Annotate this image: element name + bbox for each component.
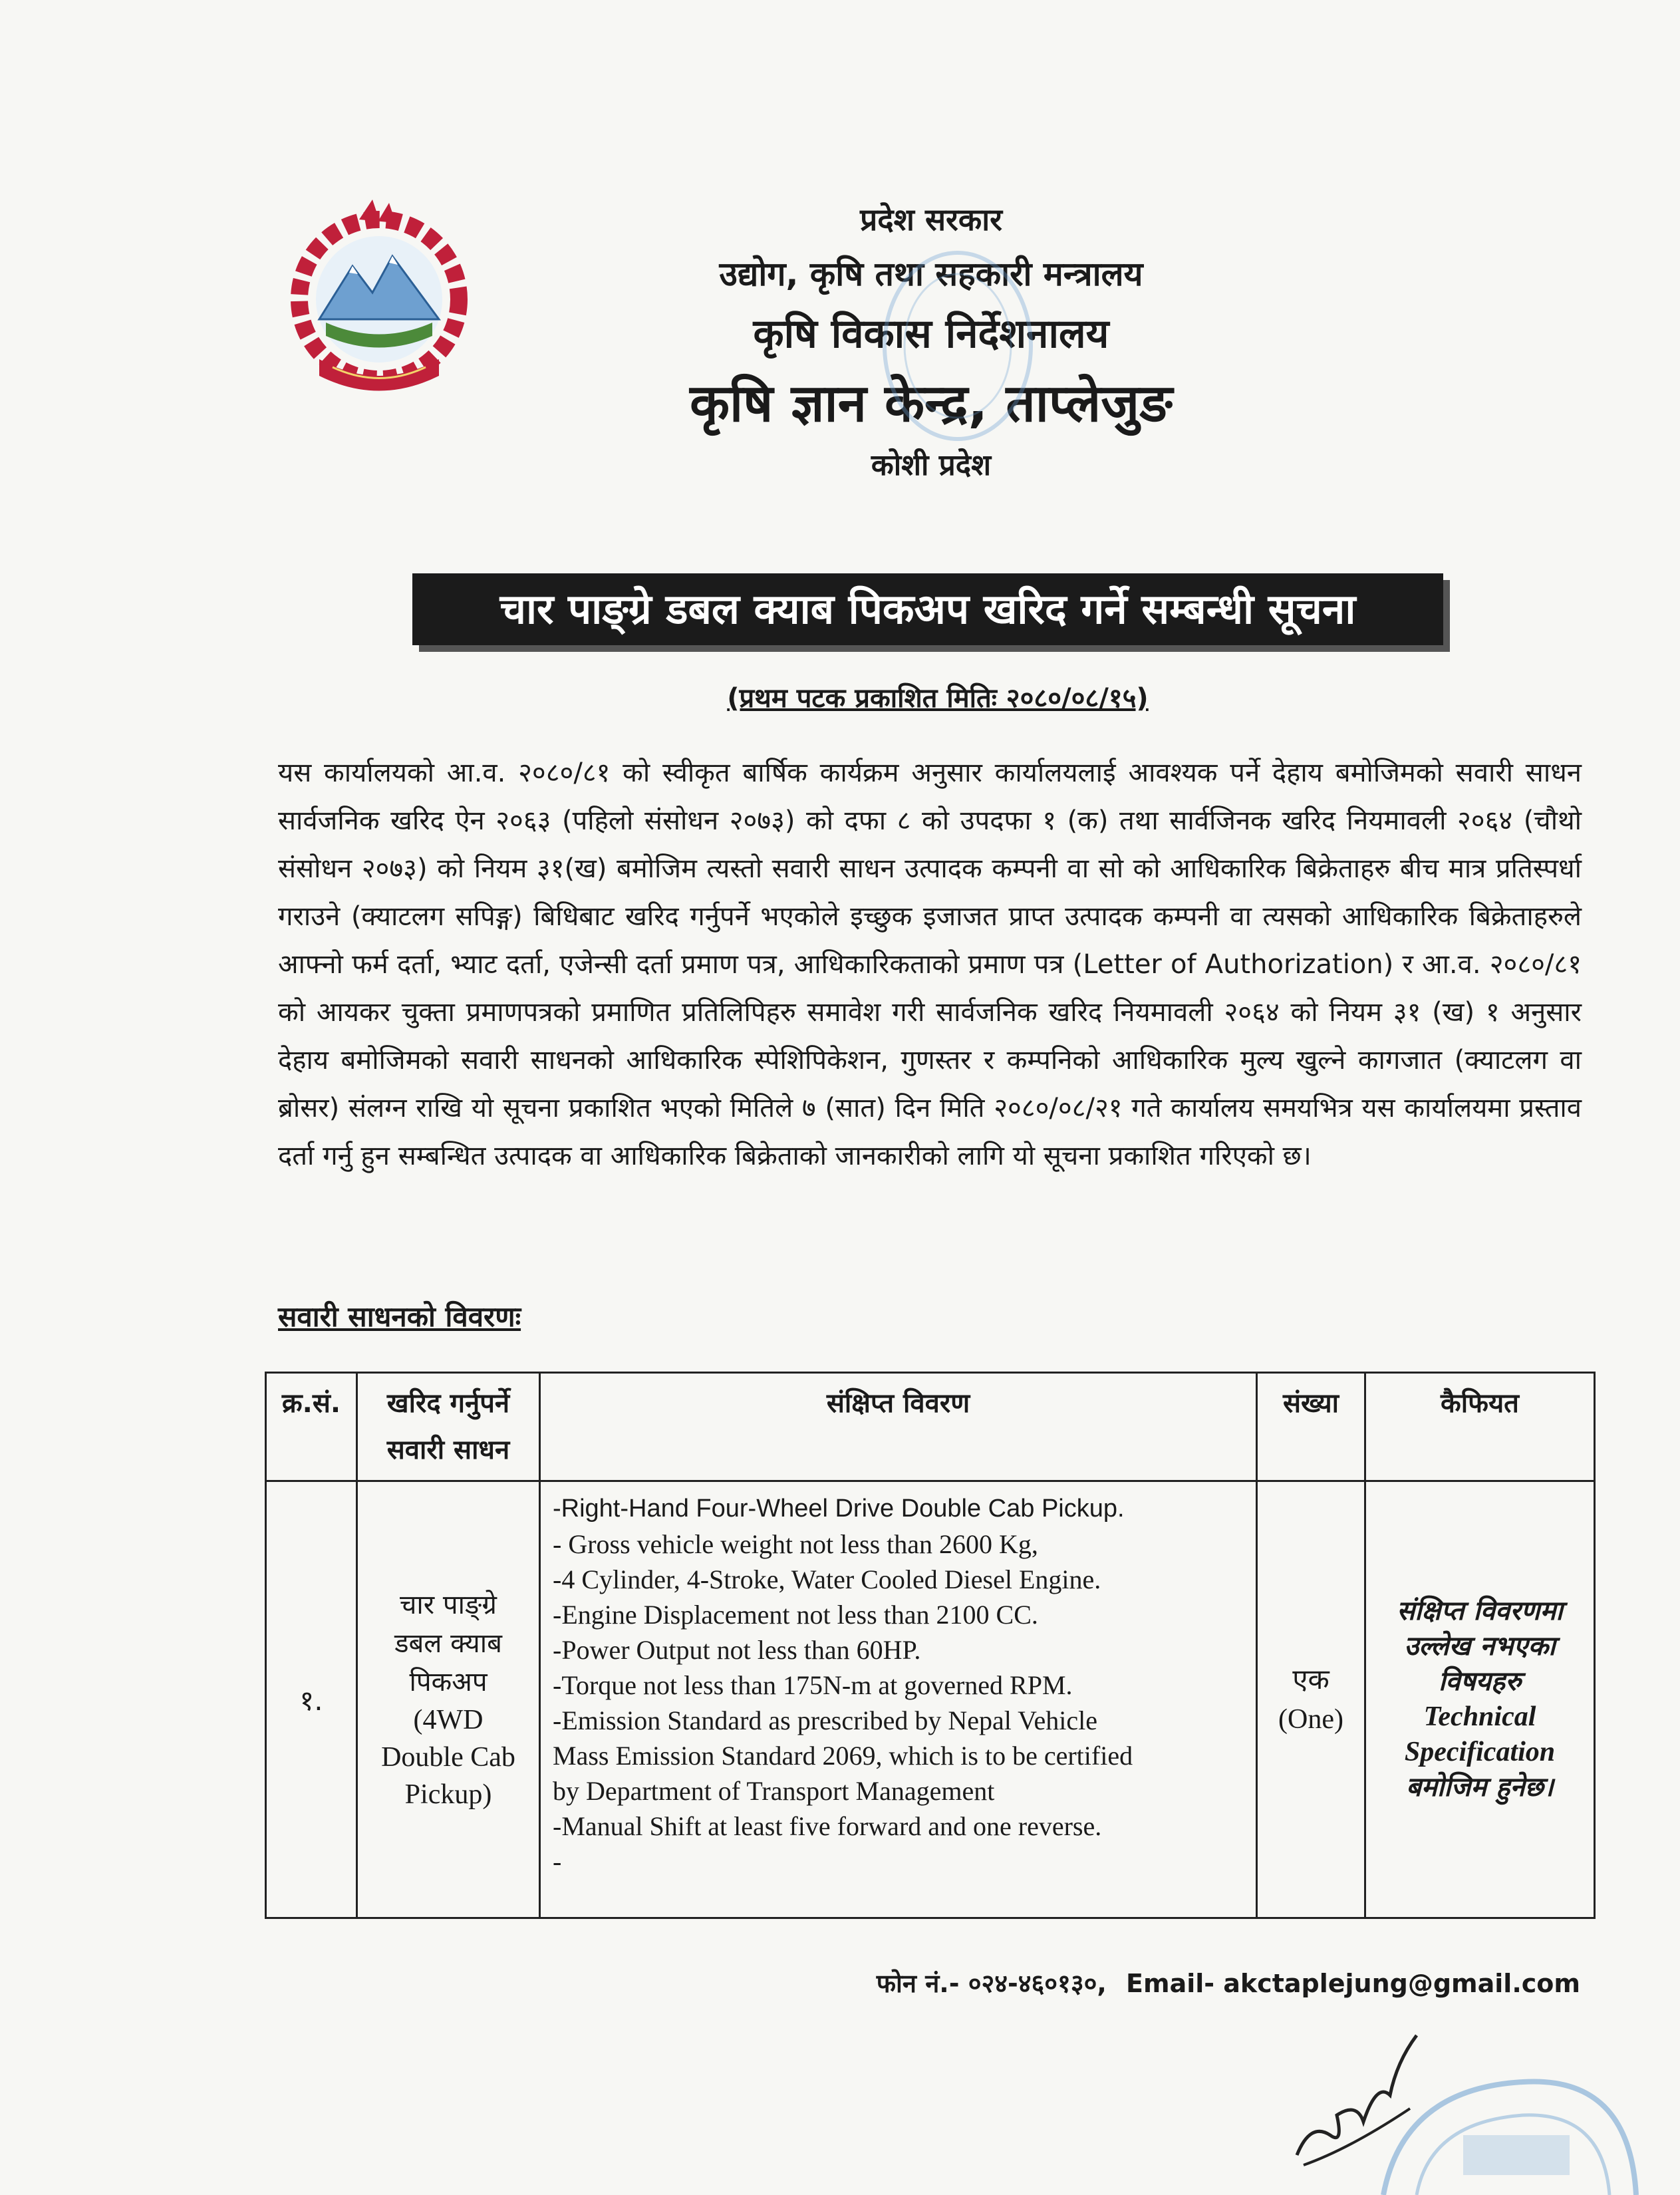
remarks-line: उल्लेख नभएका [1404,1631,1556,1662]
spec-line: by Department of Transport Management [553,1776,995,1806]
spec-line: -Right-Hand Four-Wheel Drive Double Cab Pickup. [553,1495,1125,1523]
office-stamp-icon [1363,2062,1643,2195]
government-line: प्रदेश सरकार [860,202,1002,237]
serial-cell: १. [266,1481,357,1918]
column-header-quantity: संख्या [1257,1373,1365,1481]
office-name: कृषि ज्ञान केन्द्र, ताप्लेजुङ [690,374,1173,434]
vehicle-name-line: चार पाङ्ग्रे [400,1590,497,1620]
column-header-serial: क्र.सं. [266,1373,357,1481]
spec-line: - Gross vehicle weight not less than 2600 Kg, [553,1529,1038,1559]
vehicle-details-heading: सवारी साधनको विवरणः [278,1300,521,1333]
remarks-line: Specification [1404,1737,1556,1767]
publication-date: (प्रथम पटक प्रकाशित मितिः २०८०/०८/१५) [727,683,1149,714]
table-row [266,1481,1595,1918]
vehicle-name-line: पिकअप [409,1667,488,1697]
column-header-description: संक्षिप्त विवरण [540,1373,1257,1481]
remarks-line: विषयहरु [1438,1666,1522,1697]
phone-number: फोन नं.- ०२४-४६०१३०, [876,1969,1107,1998]
vehicle-spec-table [265,1372,1596,1919]
description-cell [540,1481,1257,1918]
vehicle-cell [357,1481,540,1918]
vehicle-name-line: Pickup) [404,1779,492,1810]
column-header-vehicle: खरिद गर्नुपर्ने सवारी साधन [357,1373,540,1481]
ministry-line: उद्योग, कृषि तथा सहकारी मन्त्रालय [719,255,1143,293]
notice-title: चार पाङ्ग्रे डबल क्याब पिकअप खरिद गर्ने सम्बन्धी सूचना [412,573,1443,645]
quantity-np: एक [1292,1663,1330,1695]
directorate-line: कृषि विकास निर्देशनालय [753,311,1109,357]
remarks-line: संक्षिप्त विवरणमा [1397,1596,1563,1626]
remarks-line: Technical [1423,1701,1536,1732]
column-header-remarks: कैफियत [1365,1373,1595,1481]
spec-line: - [553,1846,562,1876]
province-line: कोशी प्रदेश [871,448,992,482]
office-seal-icon [871,239,1044,452]
quantity-en: (One) [1278,1704,1343,1735]
remarks-cell [1365,1481,1595,1918]
vehicle-name-line: (4WD [413,1705,484,1735]
spec-line: -Emission Standard as prescribed by Nepal Vehicle [553,1705,1098,1735]
spec-line: -Manual Shift at least five forward and one reverse. [553,1811,1102,1841]
vehicle-name-line: डबल क्याब [394,1628,502,1659]
vehicle-name-line: Double Cab [381,1742,515,1773]
spec-line: -Torque not less than 175N-m at governed RPM. [553,1670,1073,1700]
spec-line: Mass Emission Standard 2069, which is to be certified [553,1741,1133,1771]
remarks-line: बमोजिम हुनेछ। [1406,1772,1554,1803]
spec-line: -Engine Displacement not less than 2100 CC. [553,1600,1038,1630]
spec-line: -4 Cylinder, 4-Stroke, Water Cooled Diesel Engine. [553,1564,1101,1594]
notice-body: यस कार्यालयको आ.व. २०८०/८१ को स्वीकृत बार्षिक कार्यक्रम अनुसार कार्यालयलाई आवश्यक पर्ने देहाय बमोजिमको सवारी साधन सार्वजनिक खरिद ऐन २०६३ (पहिलो संसोधन २०७३) को दफा ८ को उपदफा १ (क) तथा सार्वजिनक खरिद नियमावली २०६४ (चौथो संसोधन २०७३) को नियम ३१(ख) बमोजिम त्यस्तो सवारी साधन उत्पादक कम्पनी वा सो को आधिकारिक बिक्रेताहरु बीच मात्र प्रतिस्पर्धा गराउने (क्याटलग सपिङ्ग) बिधिबाट खरिद गर्नुपर्ने भएकोले इच्छुक इजाजत प्राप्त उत्पादक कम्पनी वा त्यसको आधिकारिक बिक्रेताहरुले आफ्नो फर्म दर्ता, भ्याट दर्ता, एजेन्सी दर्ता प्रमाण पत्र, आधिकारिकताको प्रमाण पत्र (Letter of Authorization) र आ.व. २०८०/८१ को आयकर चुक्ता प्रमाणपत्रको प्रमाणित प्रतिलिपिहरु समावेश गरी सार्वजनिक खरिद नियमावली २०६४ को नियम ३१ (ख) १ अनुसार देहाय बमोजिमको सवारी साधनको आधिकारिक स्पेशिपिकेशन, गुणस्तर र कम्पनिको आधिकारिक मुल्य खुल्ने कागजात (क्याटलग वा ब्रोसर) संलग्न राखि यो सूचना प्रकाशित भएको मितिले ७ (सात) दिन मिति २०८०/०८/२१ गते कार्यालय समयभित्र यस कार्यालयमा प्रस्ताव दर्ता गर्नु हुन सम्बन्धित उत्पादक वा आधिकारिक बिक्रेताको जानकारीको लागि यो सूचना प्रकाशित गरिएको छ। [278,758,1582,1171]
email-address: Email- akctaplejung@gmail.com [1126,1969,1580,1998]
nepal-emblem-icon [279,193,479,406]
contact-info [866,1966,1580,2000]
quantity-cell [1257,1481,1365,1918]
table-header-row [266,1373,1595,1481]
spec-line: -Power Output not less than 60HP. [553,1635,921,1665]
